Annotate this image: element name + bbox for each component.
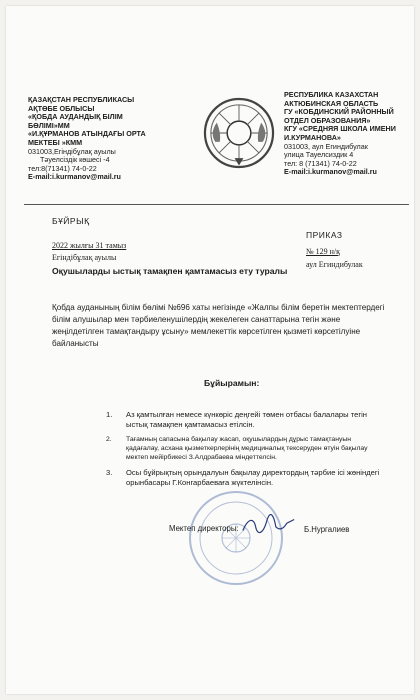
header-divider (24, 204, 409, 205)
header-ru-line: ОТДЕЛ ОБРАЗОВАНИЯ» (284, 115, 371, 125)
header-kk-line: АҚТӨБЕ ОБЛЫСЫ (28, 103, 95, 113)
header-ru-address: 031003, аул Егиндибулак (284, 141, 368, 151)
order-date-text: 2022 жылғы 31 тамыз (52, 241, 127, 250)
header-kk-address: Тәуелсіздік көшесі -4 (28, 155, 110, 165)
order-items (106, 410, 406, 493)
header-kk-line: БӨЛІМІ»ММ (28, 120, 70, 130)
header-ru-phone: тел: 8 (71341) 74-0-22 (284, 158, 357, 168)
header-ru-line: РЕСПУБЛИКА КАЗАХСТАН (284, 90, 379, 99)
header-kk-line: ҚАЗАҚСТАН РЕСПУБЛИКАСЫ (28, 95, 135, 104)
order-preamble (52, 302, 420, 350)
header-ru-line: КГУ «СРЕДНЯЯ ШКОЛА ИМЕНИ (284, 124, 396, 134)
header-kk-line: МЕКТЕБІ »КММ (28, 137, 83, 147)
preamble-line: байланысты (52, 339, 99, 348)
item-line: қадағалау, асхана қызметкерлерінің медициналық тексеруден өтуін бақылау (126, 445, 368, 453)
list-item (106, 435, 406, 462)
header-kk-line: «ҚОБДА АУДАНДЫҚ БІЛІМ (28, 112, 123, 122)
header-kazakh (28, 96, 203, 182)
order-village-ru: аул Егиндибулак (306, 260, 363, 269)
order-number: № 129 н/қ (306, 247, 341, 256)
document-page (6, 6, 414, 694)
preamble-line: Қобда ауданының білім бөлімі №696 хаты негізінде «Жалпы білім беретін мектептердегі (52, 303, 385, 312)
header-ru-email: E-mail:i.kurmanov@mail.ru (284, 167, 377, 177)
order-subject: Оқушыларды ыстық тамақпен қамтамасыз ету туралы (52, 266, 288, 276)
order-title-ru: ПРИКАЗ (306, 230, 343, 240)
header-kk-address: 031003,Егіндібұлақ ауылы (28, 146, 116, 156)
item-number: 2. (106, 436, 112, 444)
list-item (106, 468, 406, 487)
header-russian (284, 91, 419, 177)
item-number: 1. (106, 410, 113, 419)
round-stamp-icon (186, 488, 286, 588)
signature-icon (241, 514, 296, 536)
item-line: Аз қамтылған немесе күнкөріс деңгейі төмен отбасы балалары тегін (126, 410, 367, 419)
decree-heading: Бұйырамын: (204, 378, 260, 388)
signatory-name: Б.Нургалиев (304, 525, 350, 534)
list-item (106, 410, 406, 429)
header-kk-email: E-mail:i.kurmanov@mail.ru (28, 172, 121, 182)
header-kk-line: «И.ҚҰРМАНОВ АТЫНДАҒЫ ОРТА (28, 129, 146, 139)
state-emblem-icon (202, 96, 276, 170)
item-line: Осы бұйрықтың орындалуын бақылау директордың тәрбие ісі жөніндегі (126, 468, 380, 478)
item-line: орынбасары Г.Конгарбаеваға жүктелінсін. (126, 477, 274, 487)
item-number: 3. (106, 468, 113, 478)
preamble-line: білім алушылар мен тәрбиеленушілердің жекелеген санаттарына тегін және (52, 315, 341, 324)
preamble-line: жеңілдетілген тамақтандыру ұсыну» мемлекеттік көрсетілген қызметі көрсетілуіне (52, 327, 361, 336)
header-kk-phone: тел:8(71341) 74-0-22 (28, 163, 97, 173)
header-ru-address: улица Тауелсиздик 4 (284, 150, 354, 160)
header-ru-line: ГУ «КОБДИНСКИЙ РАЙОННЫЙ (284, 107, 394, 117)
header-ru-line: АКТЮБИНСКАЯ ОБЛАСТЬ (284, 98, 379, 108)
order-village-kk: Егіндібұлақ ауылы (52, 253, 117, 262)
order-date (52, 241, 126, 250)
item-line: мектеп мейірбикесі З.Алдрабаева міндеттелсін. (126, 454, 277, 462)
item-line: ыстық тамақпен қамтамасыз етілсін. (126, 419, 255, 429)
signatory-title: Мектеп директоры: (169, 524, 239, 533)
header-ru-line: И.КУРМАНОВА» (284, 132, 341, 142)
order-title-kk: БҰЙРЫҚ (52, 216, 90, 226)
item-line: Тағамның сапасына бақылау жасап, оқушылардың дұрыс тамақтануын (126, 436, 352, 444)
